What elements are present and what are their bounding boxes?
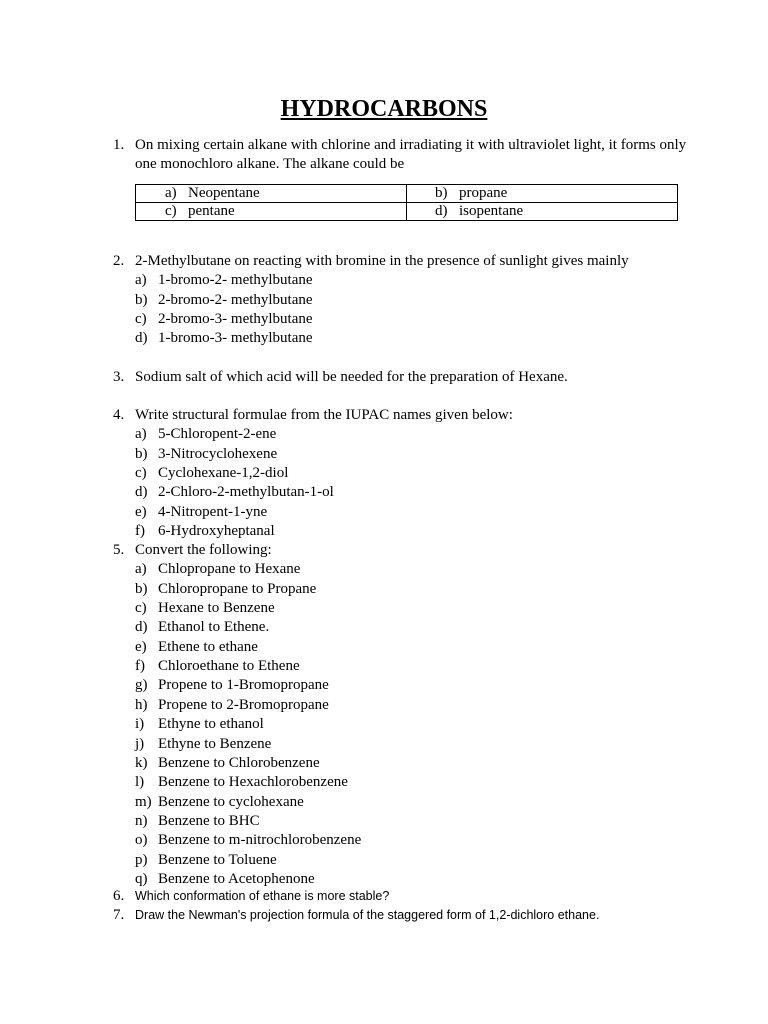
question-text: Which conformation of ethane is more stable? (135, 889, 390, 903)
option-label: d) (135, 619, 148, 636)
option-text: Chlopropane to Hexane (158, 561, 301, 578)
option-label: c) (135, 465, 147, 482)
option-label: q) (135, 870, 148, 887)
option-text: Ethanol to Ethene. (158, 619, 270, 636)
table-cell (407, 203, 678, 221)
option-text: 1-bromo-3- methylbutane (158, 330, 313, 347)
options-list (135, 560, 693, 889)
list-item (135, 329, 693, 348)
option-text: Benzene to m-nitrochlorobenzene (158, 832, 362, 849)
table-cell (407, 185, 678, 203)
option-label: g) (135, 677, 148, 694)
option-label: a) (165, 185, 177, 201)
option-text: 6-Hydroxyheptanal (158, 523, 275, 540)
list-item (135, 657, 693, 676)
list-item (135, 560, 693, 579)
option-text: Ethene to ethane (158, 638, 258, 655)
question-1 (113, 136, 693, 175)
list-item (135, 638, 693, 657)
list-item (135, 715, 693, 734)
option-text: 5-Chloropent-2-ene (158, 426, 277, 443)
option-label: o) (135, 832, 148, 849)
option-text: Benzene to Chlorobenzene (158, 754, 320, 771)
option-label: c) (135, 600, 147, 617)
question-number: 2. (113, 253, 125, 269)
option-text: Propene to 1-Bromopropane (158, 677, 329, 694)
list-item (135, 445, 693, 464)
option-text: Benzene to Toluene (158, 851, 277, 868)
option-text: Ethyne to ethanol (158, 716, 264, 733)
option-label: k) (135, 754, 148, 771)
option-text: 2-Chloro-2-methylbutan-1-ol (158, 484, 334, 501)
question-2 (113, 252, 693, 349)
option-label: b) (435, 185, 448, 201)
question-number: 5. (113, 542, 125, 558)
question-6 (113, 887, 693, 906)
option-text: Chloroethane to Ethene (158, 658, 300, 675)
list-item (135, 696, 693, 715)
question-number: 1. (113, 137, 125, 153)
option-text: 2-bromo-2- methylbutane (158, 291, 313, 308)
list-item (135, 676, 693, 695)
table-row (136, 203, 678, 221)
option-label: a) (135, 561, 147, 578)
list-item (135, 793, 693, 812)
option-label: m) (135, 793, 152, 810)
option-text: Chloropropane to Propane (158, 580, 317, 597)
option-label: a) (135, 272, 147, 289)
question-4 (113, 406, 693, 541)
list-item (135, 522, 693, 541)
option-text: 2-bromo-3- methylbutane (158, 311, 313, 328)
option-label: b) (135, 291, 148, 308)
list-item (135, 310, 693, 329)
list-item (135, 773, 693, 792)
question-5 (113, 541, 693, 889)
option-label: f) (135, 658, 145, 675)
list-item (135, 464, 693, 483)
list-item (135, 271, 693, 290)
option-text: Benzene to BHC (158, 812, 260, 829)
table-cell (136, 185, 407, 203)
option-label: l) (135, 774, 145, 791)
option-label: i) (135, 716, 145, 733)
option-text: propane (459, 185, 508, 201)
options-list (135, 425, 693, 541)
question-text: 2-Methylbutane on reacting with bromine in the presence of sunlight gives mainly (135, 253, 629, 269)
option-text: Propene to 2-Bromopropane (158, 696, 329, 713)
question-text: Write structural formulae from the IUPAC names given below: (135, 407, 513, 423)
option-label: f) (135, 523, 145, 540)
option-label: j) (135, 735, 145, 752)
option-label: b) (135, 445, 148, 462)
option-text: Benzene to cyclohexane (158, 793, 304, 810)
question-text: On mixing certain alkane with chlorine and irradiating it with ultraviolet light, it forms only one monochloro alkane. The alkane could be (135, 137, 687, 173)
list-item (135, 735, 693, 754)
option-text: Ethyne to Benzene (158, 735, 272, 752)
option-label: c) (135, 311, 147, 328)
page-title: HYDROCARBONS (280, 96, 488, 122)
question-text: Sodium salt of which acid will be needed for the preparation of Hexane. (135, 369, 568, 385)
list-item (135, 754, 693, 773)
option-text: Hexane to Benzene (158, 600, 275, 617)
option-text: Neopentane (188, 185, 260, 201)
question-number: 6. (113, 888, 125, 904)
list-item (135, 425, 693, 444)
list-item (135, 812, 693, 831)
option-label: b) (135, 580, 148, 597)
list-item (135, 503, 693, 522)
list-item (135, 291, 693, 310)
list-item (135, 831, 693, 850)
option-label: h) (135, 696, 148, 713)
option-text: 3-Nitrocyclohexene (158, 445, 278, 462)
option-text: 1-bromo-2- methylbutane (158, 272, 313, 289)
question-7 (113, 906, 693, 925)
option-text: Benzene to Acetophenone (158, 870, 315, 887)
question-text: Convert the following: (135, 542, 272, 558)
list-item (135, 580, 693, 599)
list-item (135, 618, 693, 637)
option-label: e) (135, 638, 147, 655)
question-number: 3. (113, 369, 125, 385)
question-number: 4. (113, 407, 125, 423)
option-label: d) (435, 203, 448, 219)
option-label: p) (135, 851, 148, 868)
option-label: c) (165, 203, 177, 219)
option-text: Benzene to Hexachlorobenzene (158, 774, 348, 791)
option-label: d) (135, 484, 148, 501)
option-text: Cyclohexane-1,2-diol (158, 465, 289, 482)
question-3 (113, 368, 693, 387)
option-text: isopentane (459, 203, 524, 219)
option-text: 4-Nitropent-1-yne (158, 503, 268, 520)
option-text: pentane (188, 203, 235, 219)
question-text: Draw the Newman's projection formula of the staggered form of 1,2-dichloro ethane. (135, 908, 600, 922)
list-item (135, 483, 693, 502)
option-label: d) (135, 330, 148, 347)
option-label: e) (135, 503, 147, 520)
list-item (135, 599, 693, 618)
table-cell (136, 203, 407, 221)
table-row (136, 185, 678, 203)
option-label: n) (135, 812, 148, 829)
option-label: a) (135, 426, 147, 443)
options-list (135, 271, 693, 348)
question-number: 7. (113, 907, 125, 923)
options-table (135, 184, 678, 221)
list-item (135, 851, 693, 870)
